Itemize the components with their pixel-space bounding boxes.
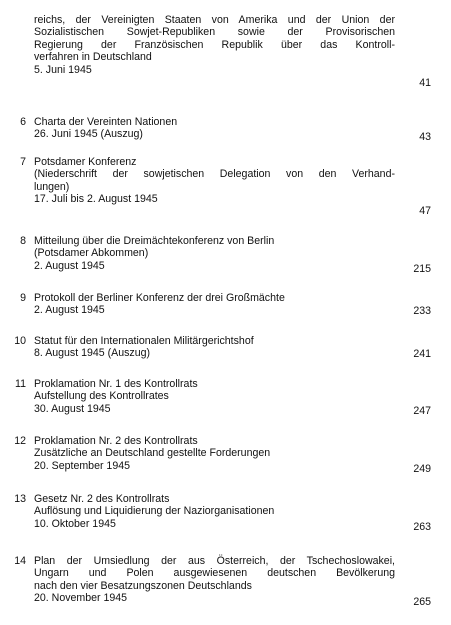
toc-entry-line: nach den vier Besatzungszonen Deutschlands	[34, 579, 252, 592]
toc-entry-text	[34, 116, 395, 141]
toc-entry-line: reichs, der Vereinigten Staaten von Amerika und der Union der	[34, 14, 395, 26]
toc-page-number: 233	[413, 305, 431, 317]
toc-entry-date: 20. November 1945	[34, 592, 128, 605]
toc-entry-date: 8. August 1945 (Auszug)	[34, 347, 151, 360]
toc-page-number: 41	[419, 77, 431, 89]
toc-entry-line: lungen)	[34, 180, 70, 193]
toc-entry-date: 5. Juni 1945	[34, 63, 92, 76]
toc-entry-title: Proklamation Nr. 2 des Kontrollrats	[34, 435, 198, 447]
toc-entry-title: Charta der Vereinten Nationen	[34, 116, 178, 128]
toc-page-number: 249	[413, 463, 431, 475]
toc-entry-text	[34, 292, 395, 317]
toc-entry-number: 13	[14, 493, 26, 505]
toc-entry-line: Sozialistischen Sowjet-Republiken sowie der Provisorischen	[34, 26, 395, 39]
toc-entry-date: 2. August 1945	[34, 304, 105, 317]
toc-entry-number: 8	[20, 235, 26, 247]
toc-entry-title: Proklamation Nr. 1 des Kontrollrats	[34, 378, 198, 390]
toc-entry-title: Statut für den Internationalen Militärgerichtshof	[34, 335, 254, 347]
toc-entry-text	[34, 378, 395, 415]
toc-entry-line: Auflösung und Liquidierung der Naziorganisationen	[34, 505, 275, 518]
toc-entry-text	[34, 235, 395, 272]
toc-page-number: 247	[413, 405, 431, 417]
toc-entry-number: 12	[14, 435, 26, 447]
toc-entry-title: Protokoll der Berliner Konferenz der drei Großmächte	[34, 292, 285, 304]
toc-entry-text	[34, 493, 395, 530]
toc-entry-text	[34, 335, 395, 360]
toc-entry-date: 2. August 1945	[34, 259, 105, 272]
toc-entry-text	[34, 435, 395, 472]
toc-entry-line: Aufstellung des Kontrollrates	[34, 390, 169, 403]
toc-page-number: 43	[419, 131, 431, 143]
toc-page-number: 265	[413, 596, 431, 608]
toc-entry-title: Mitteilung über die Dreimächtekonferenz von Berlin	[34, 235, 275, 247]
toc-page-number: 263	[413, 521, 431, 533]
toc-entry-number: 7	[20, 156, 26, 168]
toc-entry-text	[34, 14, 395, 76]
toc-entry-line: Zusätzliche an Deutschland gestellte Forderungen	[34, 447, 271, 460]
toc-entry-number: 11	[15, 378, 26, 390]
toc-page-number: 215	[413, 263, 431, 275]
toc-entry-number: 6	[20, 116, 26, 128]
toc-entry-date: 10. Oktober 1945	[34, 517, 116, 530]
toc-entry-line: verfahren in Deutschland	[34, 51, 152, 64]
toc-entry-text	[34, 555, 395, 605]
toc-entry-date: 26. Juni 1945 (Auszug)	[34, 128, 143, 141]
toc-entry-date: 17. Juli bis 2. August 1945	[34, 193, 158, 206]
toc-entry-title: Potsdamer Konferenz	[34, 156, 137, 168]
toc-entry-title: Gesetz Nr. 2 des Kontrollrats	[34, 493, 170, 505]
toc-entry-number: 9	[20, 292, 26, 304]
toc-page-number: 47	[419, 205, 431, 217]
toc-entry-date: 20. September 1945	[34, 459, 131, 472]
toc-entry-line: (Niederschrift der sowjetischen Delegation von den Verhand-	[34, 168, 395, 181]
toc-entry-number: 10	[14, 335, 26, 347]
toc-entry-number: 14	[14, 555, 26, 567]
toc-entry-title: Plan der Umsiedlung der aus Österreich, der Tschechoslowakei,	[34, 555, 395, 567]
toc-entry-text	[34, 156, 395, 206]
toc-entry-line: Ungarn und Polen ausgewiesenen deutschen Bevölkerung	[34, 567, 395, 580]
toc-entry-line: (Potsdamer Abkommen)	[34, 247, 149, 260]
toc-entry-line: Regierung der Französischen Republik über das Kontroll-	[34, 38, 395, 51]
toc-page-number: 241	[413, 348, 431, 360]
toc-entry-date: 30. August 1945	[34, 402, 111, 415]
